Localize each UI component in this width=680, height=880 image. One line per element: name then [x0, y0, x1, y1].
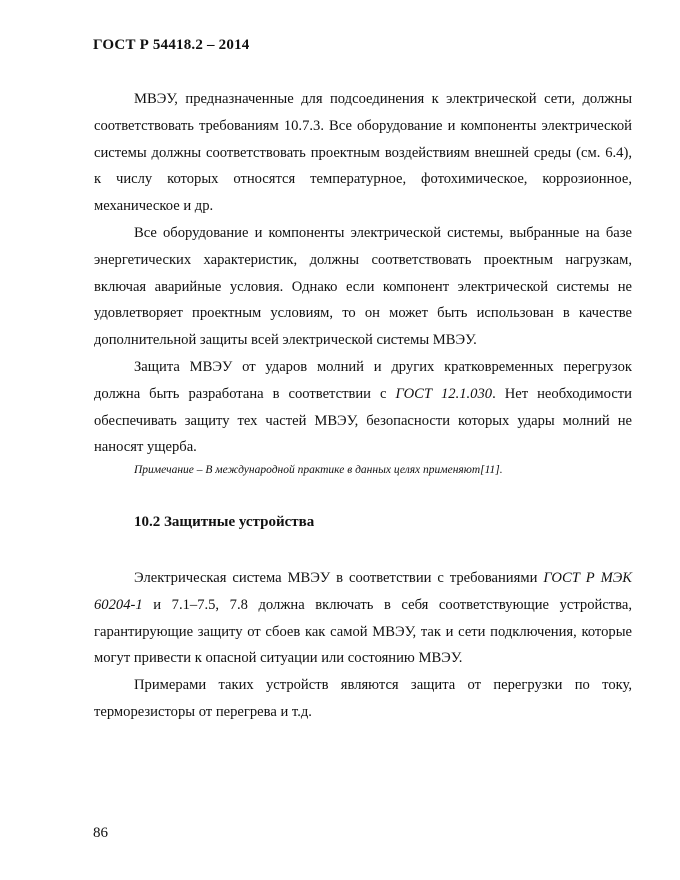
- note: Примечание – В международной практике в данных целях применяют[11].: [134, 464, 503, 476]
- lightning-text-end: . Нет необходимости обеспечивать защиту тех частей МВЭУ, безопасности которых удары молний не наносят ущерба.: [94, 385, 632, 456]
- text-block-lower: [94, 565, 632, 726]
- section-title: 10.2 Защитные устройства: [134, 514, 315, 530]
- paragraph-electrical-requirements: МВЭУ, предназначенные для подсоединения к электрической сети, должны соответствовать требованиям 10.7.3. Все оборудование и компоненты электрической системы должны соответствовать проектным воздействиям внешней среды (см. 6.4), к числу которых относятся температурное, фотохимическое, коррозионное, механическое и др.: [94, 91, 632, 215]
- protective-text-end: и 7.1–7.5, 7.8 должна включать в себя соответствующие устройства, гарантирующие защиту от сбоев как самой МВЭУ, так и сети подключения, которые могут привести к опасной ситуации или состоянию МВЭУ.: [94, 596, 632, 667]
- paragraph-lightning-protection: [94, 354, 632, 461]
- paragraph-design-loads: Все оборудование и компоненты электрической системы, выбранные на базе энергетических характеристик, должны соответствовать проектным нагрузкам, включая аварийные условия. Однако если компонент электрической системы не удовлетворяет проектным условиям, то он может быть использован в качестве дополнительной защиты всей электрической системы МВЭУ.: [94, 224, 632, 349]
- standard-reference-iec-60204-1: ГОСТ Р МЭК 60204-1: [94, 570, 632, 613]
- protective-text-start: Электрическая система МВЭУ в соответствии с требованиями: [134, 570, 544, 586]
- text-block-upper: [94, 86, 632, 461]
- lightning-text-start: Защита МВЭУ от ударов молний и других кратковременных перегрузок должна быть разработана в соответствии с: [94, 358, 632, 402]
- standard-reference-gost-12-1-030: ГОСТ 12.1.030: [395, 385, 493, 402]
- paragraph-device-examples: Примерами таких устройств являются защита от перегрузки по току, терморезисторы от перегрева и т.д.: [94, 677, 632, 720]
- document-header: ГОСТ Р 54418.2 – 2014: [93, 37, 250, 53]
- paragraph-protective-devices: [94, 565, 632, 672]
- page-number: 86: [93, 825, 108, 841]
